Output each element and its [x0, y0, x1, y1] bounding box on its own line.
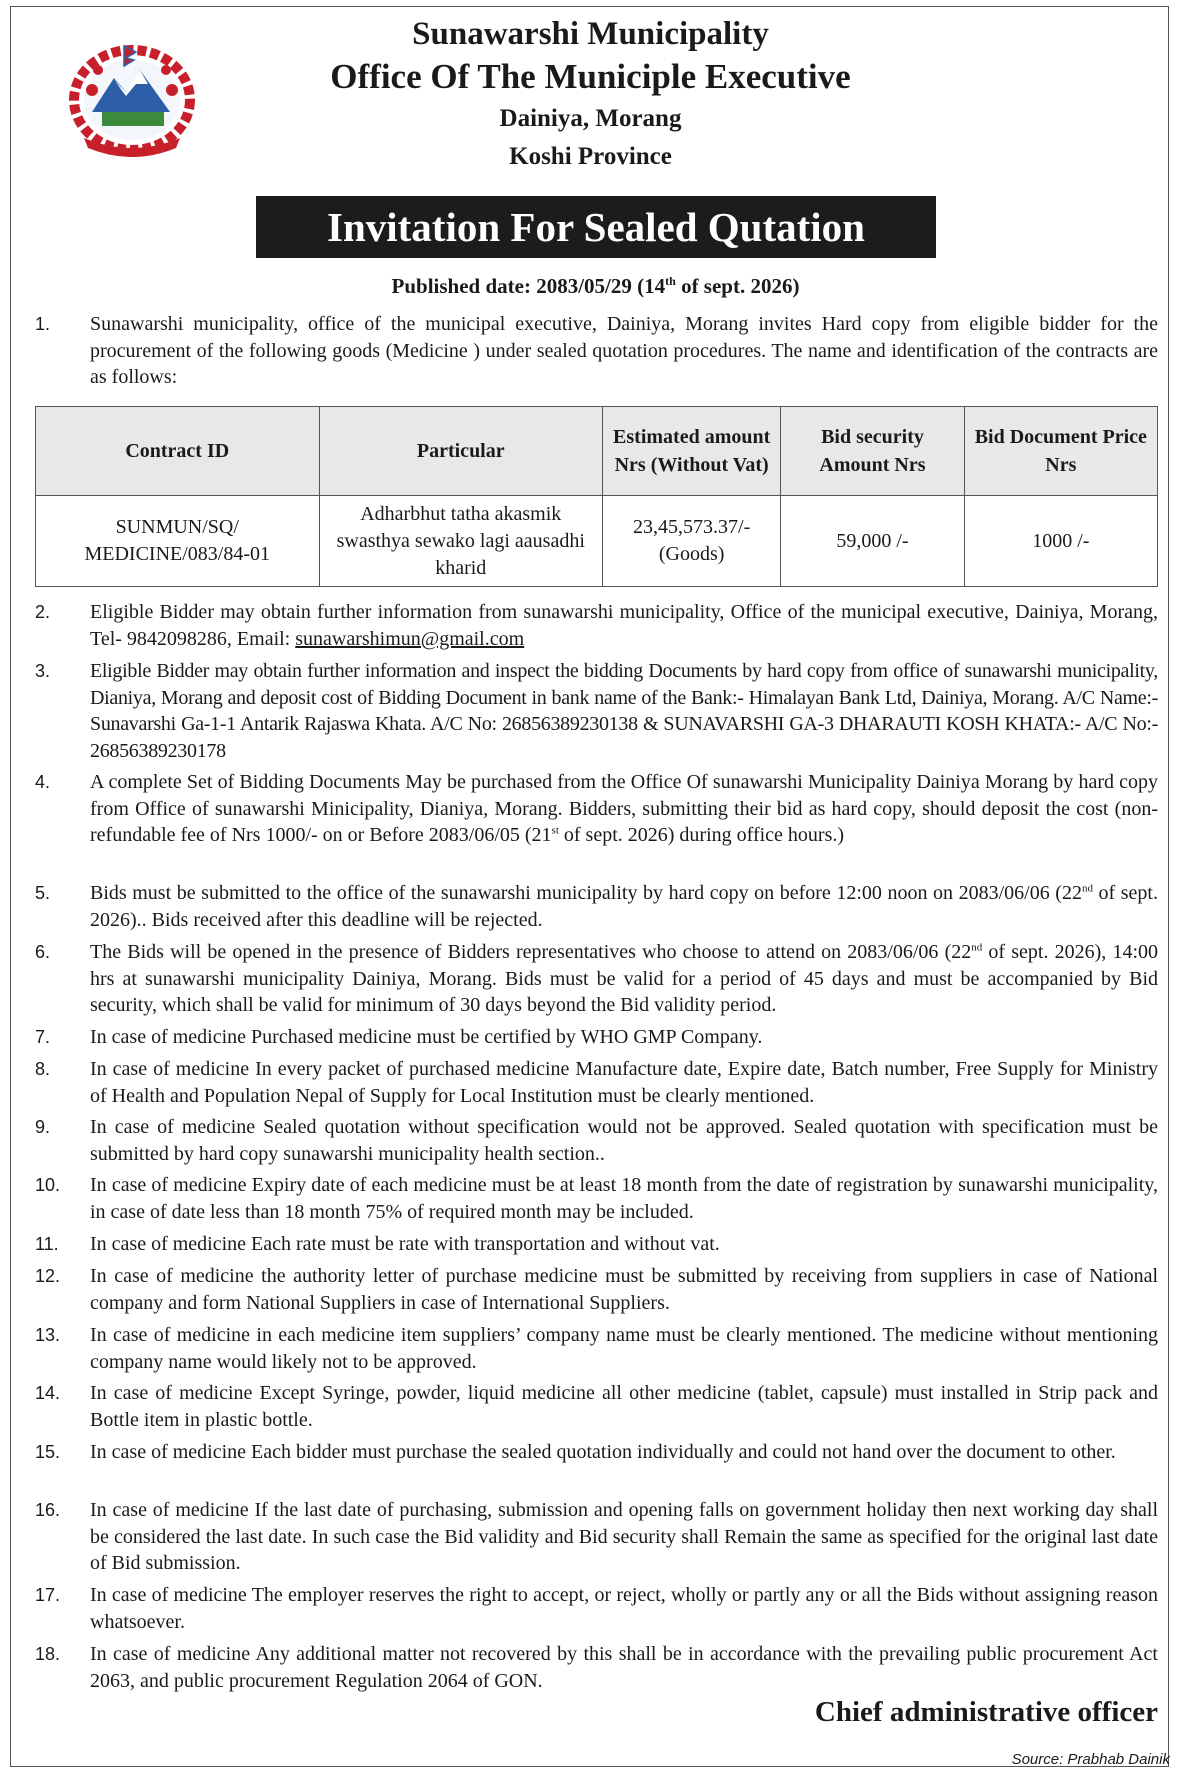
province-name: Koshi Province: [509, 143, 672, 170]
clause-text: Eligible Bidder may obtain further information and inspect the bidding Documents by hard copy from office of sunawarshi municipality, Dianiya, Morang and deposit cost of Bidding Document in bank name of the Bank:- Himalayan Bank Ltd, Dainiya, Morang. A/C Name:- Sunavarshi Ga-1-1 Antarik Rajaswa Khata. A/C No: 26856389230138 & SUNAVARSHI GA-3 DHARAUTI KOSH KHATA:- A/C No:- 26856389230178: [90, 660, 1158, 762]
table-cell: Adharbhut tatha akasmik swasthya sewako lagi aausadhi kharid: [319, 496, 603, 587]
clause-number: 7.: [35, 1027, 51, 1047]
clause-7: [35, 1024, 1158, 1051]
table-header: Bid Document Price Nrs: [964, 407, 1157, 496]
clause-text: In case of medicine Purchased medicine must be certified by WHO GMP Company.: [90, 1026, 763, 1048]
clause-text: In case of medicine Each bidder must purchase the sealed quotation individually and could not hand over the document to other.: [90, 1441, 1116, 1463]
table-header: Particular: [319, 407, 603, 496]
clause-text: In case of medicine In every packet of purchased medicine Manufacture date, Expire date, Batch number, Free Supply for Ministry of Health and Population Nepal of Supply for Local Institution must be clearly mentioned.: [90, 1058, 1158, 1107]
clause-10: [35, 1172, 1158, 1225]
clause-number: 2.: [35, 602, 51, 622]
clause-number: 1.: [35, 314, 51, 334]
clause-18: [35, 1641, 1158, 1694]
table-cell: 59,000 /-: [781, 496, 964, 587]
clause-number: 13.: [35, 1325, 61, 1345]
clause-13: [35, 1322, 1158, 1375]
clause-number: 17.: [35, 1585, 61, 1605]
clause-number: 8.: [35, 1059, 51, 1079]
clause-number: 16.: [35, 1500, 61, 1520]
clause-text: In case of medicine Expiry date of each medicine must be at least 18 month from the date of registration by sunawarshi municipality, in case of date less than 18 month 75% of required month may be included.: [90, 1174, 1158, 1223]
published-date: Published date: 2083/05/29 (14th of sept. 2026): [391, 274, 800, 298]
clause-3: [35, 658, 1158, 764]
clause-number: 11.: [35, 1234, 59, 1254]
clause-12: [35, 1263, 1158, 1316]
clause-text: The Bids will be opened in the presence of Bidders representatives who choose to attend on 2083/06/06 (22nd of sept. 2026), 14:00 hrs at sunawarshi municipality Dainiya, Morang. Bids must be valid for a period of 45 days and must be accompanied by Bid security, which shall be valid for minimum of 30 days beyond the Bid validity period.: [90, 941, 1158, 1016]
table-cell: 23,45,573.37/- (Goods): [603, 496, 781, 587]
signatory-title: Chief administrative officer: [814, 1696, 1158, 1728]
clause-text: Bids must be submitted to the office of the sunawarshi municipality by hard copy on before 12:00 noon on 2083/06/06 (22nd of sept. 2026).. Bids received after this deadline will be rejected.: [90, 882, 1158, 931]
clause-6: [35, 939, 1158, 1019]
clause-text: Sunawarshi municipality, office of the municipal executive, Dainiya, Morang invites Hard copy from eligible bidder for the procurement of the following goods (Medicine ) under sealed quotation procedures. The name and identification of the contracts are as follows:: [90, 313, 1158, 388]
contract-table: [35, 406, 1158, 587]
table-header: Estimated amount Nrs (Without Vat): [603, 407, 781, 496]
letterhead: [0, 14, 1181, 176]
clause-text: In case of medicine If the last date of purchasing, submission and opening falls on government holiday then next working day shall be considered the last date. In such case the Bid validity and Bid security shall Remain the same as specified for the original last date of Bid submission.: [90, 1499, 1158, 1574]
clause-number: 18.: [35, 1644, 61, 1664]
clause-text: In case of medicine Except Syringe, powder, liquid medicine all other medicine (tablet, capsule) must installed in Strip pack and Bottle item in plastic bottle.: [90, 1382, 1158, 1431]
clause-number: 9.: [35, 1117, 51, 1137]
clause-text: A complete Set of Bidding Documents May be purchased from the Office Of sunawarshi Municipality Dainiya Morang by hard copy from Office of sunawarshi Minicipality, Dianiya, Morang. Bidders, submitting their bid as hard copy, should deposit the cost (non-refundable fee of Nrs 1000/- on or Before 2083/06/05 (21st of sept. 2026) during office hours.): [90, 771, 1158, 846]
clause-number: 10.: [35, 1175, 61, 1195]
clause-8: [35, 1056, 1158, 1109]
clause-text: In case of medicine Sealed quotation without specification would not be approved. Sealed quotation with specification must be submitted by hard copy sunawarshi municipality health section..: [90, 1116, 1158, 1165]
clause-2: [35, 599, 1158, 652]
clause-11: [35, 1231, 1158, 1258]
office-name: Office Of The Municiple Executive: [330, 57, 851, 96]
clause-number: 3.: [35, 661, 51, 681]
clause-1: [35, 311, 1158, 391]
office-location: Dainiya, Morang: [499, 105, 682, 132]
clause-16: [35, 1497, 1158, 1577]
clause-number: 6.: [35, 942, 51, 962]
table-header: Contract ID: [36, 407, 320, 496]
clause-5: [35, 880, 1158, 933]
municipality-name: Sunawarshi Municipality: [412, 16, 769, 52]
table-header-row: [36, 407, 1158, 496]
table-cell: SUNMUN/SQ/ MEDICINE/083/84-01: [36, 496, 320, 587]
table-header: Bid security Amount Nrs: [781, 407, 964, 496]
clause-text: In case of medicine in each medicine item suppliers’ company name must be clearly mentioned. The medicine without mentioning company name would likely not to be approved.: [90, 1324, 1158, 1373]
clause-4: [35, 769, 1158, 849]
table-cell: 1000 /-: [964, 496, 1157, 587]
clause-17: [35, 1582, 1158, 1635]
source-credit: Source: Prabhab Dainik: [1011, 1751, 1170, 1768]
clause-text: Eligible Bidder may obtain further information from sunawarshi municipality, Office of the municipal executive, Dainiya, Morang, Tel- 9842098286, Email: sunawarshimun@gmail.com: [90, 601, 1158, 650]
clause-text: In case of medicine Any additional matter not recovered by this shall be in accordance with the prevailing public procurement Act 2063, and public procurement Regulation 2064 of GON.: [90, 1643, 1158, 1692]
clause-number: 5.: [35, 883, 51, 903]
clause-text: In case of medicine The employer reserves the right to accept, or reject, wholly or partly any or all the Bids without assigning reason whatsoever.: [90, 1584, 1158, 1633]
clause-number: 12.: [35, 1266, 61, 1286]
clause-number: 15.: [35, 1442, 61, 1462]
clause-number: 4.: [35, 772, 51, 792]
email-link[interactable]: sunawarshimun@gmail.com: [295, 627, 525, 650]
clause-text: In case of medicine Each rate must be rate with transportation and without vat.: [90, 1233, 720, 1255]
clause-14: [35, 1380, 1158, 1433]
notice-title: Invitation For Sealed Qutation: [256, 196, 936, 258]
clause-text: In case of medicine the authority letter of purchase medicine must be submitted by receiving from suppliers in case of National company and form National Suppliers in case of International Suppliers.: [90, 1265, 1158, 1314]
clause-9: [35, 1114, 1158, 1167]
clause-15: [35, 1439, 1158, 1466]
clause-number: 14.: [35, 1383, 61, 1403]
table-row: [36, 496, 1158, 587]
